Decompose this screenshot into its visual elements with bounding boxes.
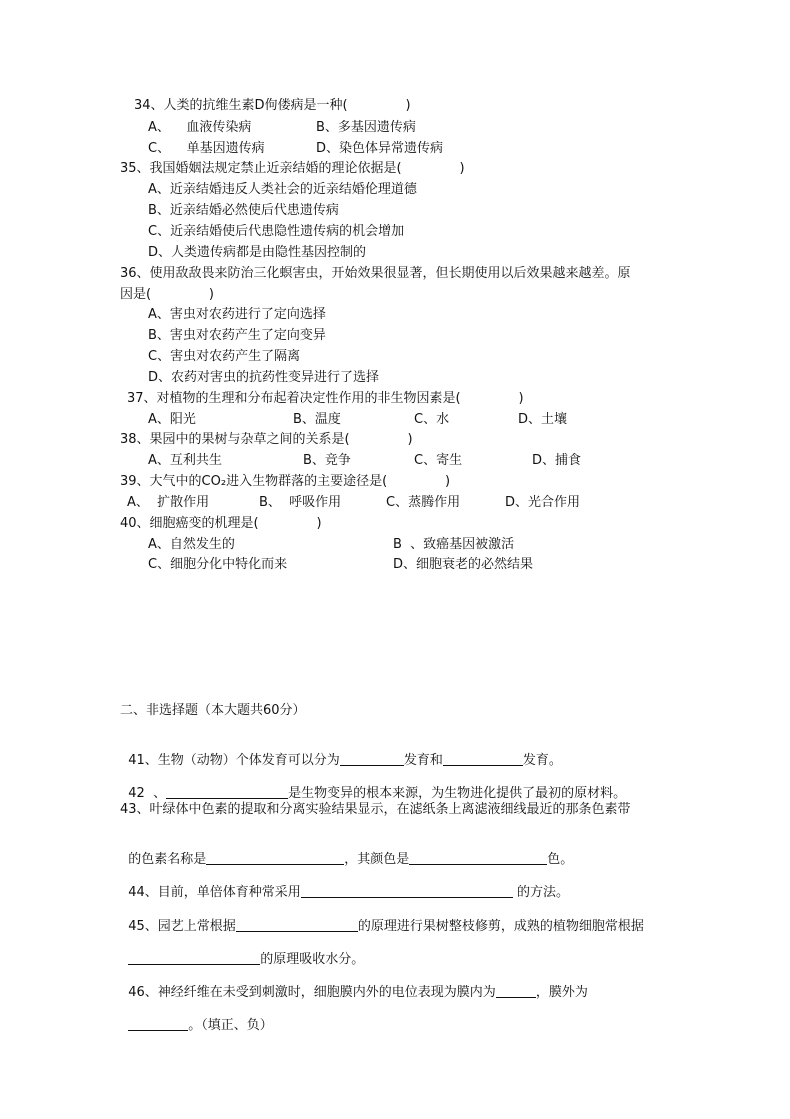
q45-text-3: 的原理吸收水分。 xyxy=(260,952,365,967)
question-43-line-2 xyxy=(120,835,573,868)
option-b: B、近亲结婚必然使后代患遗传病 xyxy=(148,203,339,218)
option-d: D、染色体异常遗传病 xyxy=(316,141,444,156)
option-d: D、人类遗传病都是由隐性基因控制的 xyxy=(148,245,367,260)
answer-blank[interactable] xyxy=(206,851,344,865)
option-c: C、害虫对农药产生了隔离 xyxy=(148,349,301,364)
q44-text-1: 44、目前，单倍体育种常采用 xyxy=(128,885,301,900)
q41-text-2: 发育和 xyxy=(403,753,443,768)
question-35-stem: 35、我国婚姻法规定禁止近亲结婚的理论依据是( ) xyxy=(120,161,465,176)
question-41 xyxy=(120,736,562,769)
q42-text-1: 42 、 xyxy=(128,786,167,801)
q43-text-2: ，其颜色是 xyxy=(344,852,410,867)
question-37-stem: 37、对植物的生理和分布起着决定性作用的非生物因素是( ) xyxy=(127,391,524,406)
question-45-line-2 xyxy=(120,935,364,968)
q43-text-1: 的色素名称是 xyxy=(128,852,207,867)
option-b: B、害虫对农药产生了定向变异 xyxy=(148,328,326,343)
q46-text-2: ，膜外为 xyxy=(535,985,588,1000)
option-c: C、蒸腾作用 xyxy=(386,495,461,510)
question-46-line-1 xyxy=(120,968,588,1001)
question-34-stem: 34、人类的抗维生素D佝偻病是一种( ) xyxy=(134,98,411,113)
q41-text-3: 发育。 xyxy=(522,753,562,768)
q45-text-2: 的原理进行果树整枝修剪，成熟的植物细胞常根据 xyxy=(357,919,644,934)
option-c: C、水 xyxy=(414,412,450,427)
question-43-line-1: 43、叶绿体中色素的提取和分离实验结果显示，在滤纸条上离滤液细线最近的那条色素带 xyxy=(120,802,631,817)
q43-text-3: 色。 xyxy=(547,852,574,867)
question-36-stem: 36、使用敌敌畏来防治三化螟害虫，开始效果很显著，但长期使用以后效果越来越差。原 xyxy=(120,266,631,281)
q46-text-3: 。（填正、负） xyxy=(188,1018,273,1033)
question-38-stem: 38、果园中的果树与杂草之间的关系是( ) xyxy=(120,432,413,447)
option-b: B、温度 xyxy=(293,412,341,427)
question-39-stem: 39、大气中的CO₂进入生物群落的主要途径是( ) xyxy=(120,474,451,489)
q45-text-1: 45、园艺上常根据 xyxy=(128,919,236,934)
answer-blank[interactable] xyxy=(443,752,523,766)
option-c: C、近亲结婚使后代患隐性遗传病的机会增加 xyxy=(148,224,405,239)
option-d: D、光合作用 xyxy=(505,495,581,510)
answer-blank[interactable] xyxy=(496,984,536,998)
answer-blank[interactable] xyxy=(340,752,404,766)
option-d: D、细胞衰老的必然结果 xyxy=(393,557,534,572)
option-d: D、土壤 xyxy=(518,412,568,427)
option-a: A、互利共生 xyxy=(148,453,222,468)
answer-blank[interactable] xyxy=(301,884,513,898)
option-c: C、寄生 xyxy=(414,453,463,468)
option-a: A、害虫对农药进行了定向选择 xyxy=(148,307,326,322)
question-46-line-2 xyxy=(120,1001,273,1034)
question-36-stem-continued: 因是( ) xyxy=(120,287,214,302)
option-d: D、捕食 xyxy=(532,453,582,468)
answer-blank[interactable] xyxy=(128,1017,188,1031)
option-b: B、 呼吸作用 xyxy=(259,495,342,510)
option-a: A、 血液传染病 xyxy=(148,120,252,135)
option-a: A、自然发生的 xyxy=(148,537,235,552)
section-heading: 二、非选择题（本大题共60分） xyxy=(120,703,306,718)
answer-blank[interactable] xyxy=(236,918,358,932)
option-a: A、近亲结婚违反人类社会的近亲结婚伦理道德 xyxy=(148,182,417,197)
option-c: C、细胞分化中特化而来 xyxy=(148,557,288,572)
option-d: D、农药对害虫的抗药性变异进行了选择 xyxy=(148,370,380,385)
option-b: B、竞争 xyxy=(303,453,351,468)
q41-text-1: 41、生物（动物）个体发育可以分为 xyxy=(128,753,340,768)
q44-text-2: 的方法。 xyxy=(512,885,569,900)
q42-text-2: 是生物变异的根本来源，为生物进化提供了最初的原材料。 xyxy=(288,786,627,801)
answer-blank[interactable] xyxy=(166,785,288,799)
question-45-line-1 xyxy=(120,902,644,935)
option-b: B 、致癌基因被激活 xyxy=(393,537,515,552)
option-a: A、阳光 xyxy=(148,412,196,427)
option-b: B、多基因遗传病 xyxy=(316,120,416,135)
question-42 xyxy=(120,769,626,802)
answer-blank[interactable] xyxy=(409,851,547,865)
option-c: C、 单基因遗传病 xyxy=(148,141,265,156)
q46-text-1: 46、神经纤维在未受到刺激时，细胞膜内外的电位表现为膜内为 xyxy=(128,985,496,1000)
question-40-stem: 40、细胞癌变的机理是( ) xyxy=(120,516,322,531)
question-44 xyxy=(120,868,569,901)
option-a: A、 扩散作用 xyxy=(127,495,210,510)
answer-blank[interactable] xyxy=(128,951,260,965)
